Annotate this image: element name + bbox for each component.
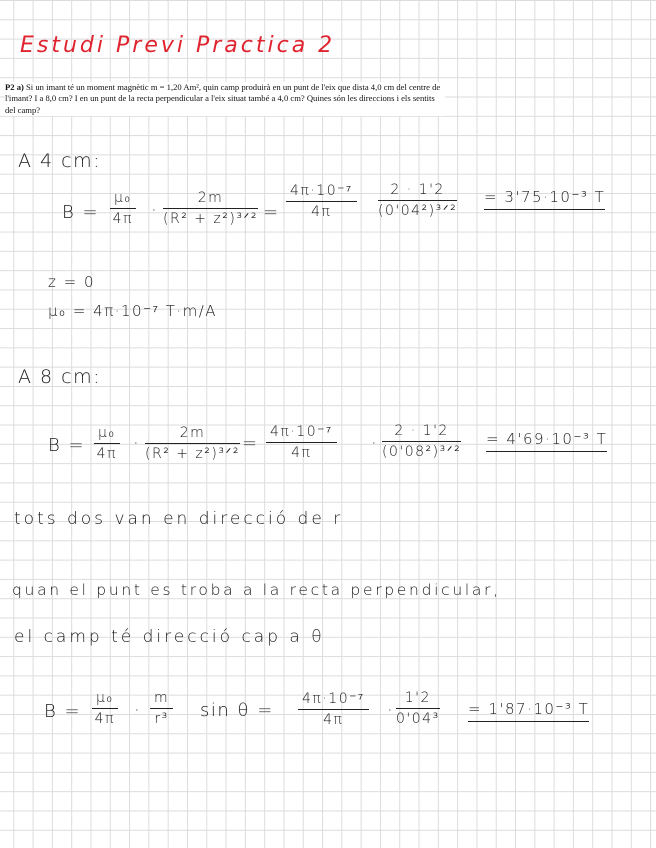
dot-1: · (151, 200, 159, 221)
result-4cm-value: = 3'75·10⁻³ T (484, 188, 605, 210)
fraction-const-2 (266, 423, 337, 461)
equals-1: = (263, 202, 280, 223)
fraction-const-1-num: 4π·10⁻⁷ (286, 182, 357, 202)
fraction-values-3-num: 1'2 (396, 690, 440, 709)
result-perpendicular (468, 700, 589, 718)
fraction-values-3 (396, 690, 440, 727)
note-perpendicular: quan el punt es troba a la recta perpendicular, (12, 581, 501, 599)
fraction-const-1 (286, 182, 357, 220)
fraction-const-3-num: 4π·10⁻⁷ (298, 690, 369, 710)
fraction-const-3 (298, 690, 369, 728)
fraction-mu-1 (110, 190, 136, 227)
fraction-mu-3-num: μ₀ (92, 690, 118, 709)
note-direction-r: tots dos van en direcció de r (14, 509, 344, 529)
result-4cm (484, 188, 605, 206)
note-direction-theta: el camp té direcció cap a θ (14, 627, 325, 647)
fraction-values-2-num: 2 · 1'2 (382, 423, 461, 442)
fraction-dipole-1-num: 2m (163, 190, 258, 209)
fraction-mu-3 (92, 690, 118, 727)
dot-2b: · (371, 433, 379, 454)
equals-2: = (242, 433, 259, 454)
problem-text: Si un imant té un moment magnètic m = 1,20 Am², quin camp produirà en un punt de l'eix que dista 4,0 cm del centre de l'imant? I a 8,0 cm? I en un punt de la recta perpendicular a l'eix situat també a 4,0 cm? Quines són les direccions i els sentits del camp? (5, 82, 441, 115)
fraction-values-1 (378, 182, 457, 219)
fraction-const-3-den: 4π (323, 712, 344, 728)
fraction-mu-1-den: 4π (112, 211, 133, 227)
fraction-mu-2-num: μ₀ (94, 425, 120, 444)
fraction-moment-3 (150, 690, 173, 727)
dot-2: · (133, 433, 141, 454)
fraction-const-2-den: 4π (291, 445, 312, 461)
b-label-1: B = (62, 202, 100, 223)
fraction-mu-3-den: 4π (94, 711, 115, 727)
b-label-2: B = (48, 435, 86, 456)
fraction-values-1-num: 2 · 1'2 (378, 182, 457, 201)
problem-label: P2 a) (5, 82, 24, 92)
fraction-const-1-den: 4π (311, 204, 332, 220)
fraction-dipole-2 (145, 425, 240, 462)
problem-statement (5, 82, 445, 116)
fraction-values-1-den: (0'04²)³ᐟ² (378, 203, 458, 219)
heading-4cm: A 4 cm: (18, 150, 102, 172)
fraction-dipole-1 (163, 190, 258, 227)
fraction-const-2-num: 4π·10⁻⁷ (266, 423, 337, 443)
result-perpendicular-value: = 1'87·10⁻³ T (468, 700, 589, 722)
fraction-dipole-2-num: 2m (145, 425, 240, 444)
fraction-dipole-1-den: (R² + z²)³ᐟ² (163, 211, 259, 227)
heading-8cm: A 8 cm: (18, 366, 102, 388)
result-8cm (486, 430, 607, 448)
fraction-moment-3-den: r³ (154, 711, 169, 727)
fraction-mu-1-num: μ₀ (110, 190, 136, 209)
fraction-values-2-den: (0'08²)³ᐟ² (382, 444, 462, 460)
fraction-dipole-2-den: (R² + z²)³ᐟ² (145, 446, 241, 462)
result-8cm-value: = 4'69·10⁻³ T (486, 430, 607, 452)
b-label-3: B = (44, 701, 82, 722)
fraction-moment-3-num: m (150, 690, 173, 709)
sin-theta: sin θ = (200, 700, 274, 721)
dot-3b: · (387, 700, 395, 721)
fraction-values-2 (382, 423, 461, 460)
z-equals-zero: z = 0 (48, 273, 96, 291)
fraction-values-3-den: 0'04³ (396, 711, 440, 727)
dot-3: · (134, 700, 142, 721)
mu-constant: μ₀ = 4π·10⁻⁷ T·m/A (48, 302, 218, 320)
page-title: Estudi Previ Practica 2 (20, 33, 336, 58)
fraction-mu-2-den: 4π (96, 446, 117, 462)
fraction-mu-2 (94, 425, 120, 462)
